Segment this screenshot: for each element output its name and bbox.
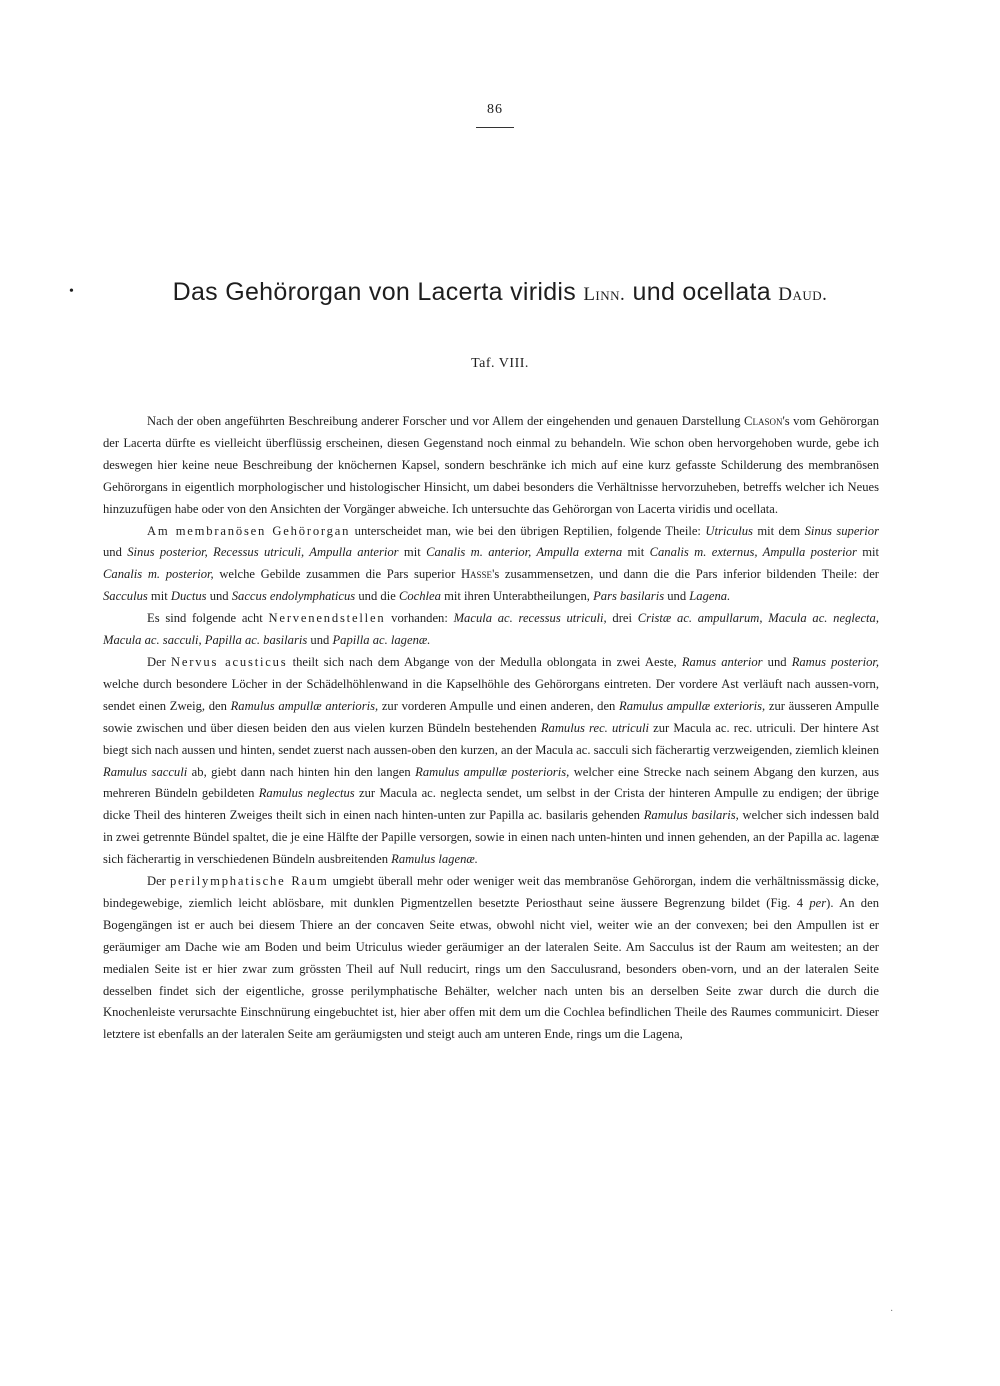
paragraph-2 (103, 521, 879, 609)
text: welcher eine Strecke nach seinem Abgang den kurzen, aus mehreren Bündeln gebildeten (103, 764, 879, 801)
text: und (206, 589, 232, 604)
paragraph-4 (103, 652, 879, 871)
plate-reference: Taf. VIII. (471, 356, 529, 371)
italic-term: Ramulus rec. utriculi (540, 720, 650, 735)
text: zur vorderen Ampulle und einen anderen, den (378, 698, 620, 713)
title-text-2: und ocellata (625, 278, 779, 306)
italic-term: per (809, 895, 827, 910)
text: mit (147, 589, 171, 604)
text: und (664, 589, 690, 604)
italic-term: Ramulus sacculi (103, 764, 188, 779)
text: mit dem (752, 523, 805, 538)
italic-term: Ramulus basilaris, (643, 808, 739, 823)
paragraph-1 (103, 411, 879, 521)
italic-term: Ramus posterior, (791, 654, 880, 669)
text: Es sind folgende acht (147, 611, 269, 626)
italic-term: Cristæ ac. ampullarum, Macula ac. neglecta, Macula ac. sacculi, Papilla ac. basilaris (103, 611, 879, 648)
spaced-term: Am membranösen Gehörorgan (147, 523, 351, 538)
italic-term: Ramulus neglectus (258, 786, 355, 801)
title-author-linnaeus: Linn. (583, 284, 626, 305)
text: und (103, 545, 128, 560)
paragraph-5 (103, 871, 879, 1046)
italic-term: Lagena. (689, 589, 731, 604)
italic-term: Cochlea (398, 589, 441, 604)
text: umgiebt überall mehr oder weniger weit das membranöse Gehörorgan, indem die verhältnissmässig dicke, bindegewebige, ziemlich leicht ablösbare, mit dunklen Pigmentzellen besetzte Periosthaut seine äussere Begrenzung bildet (Fig. 4 (103, 874, 880, 910)
spaced-term: perilymphatische Raum (169, 874, 329, 889)
italic-term: Canalis m. externus, Ampulla posterior (649, 545, 857, 560)
page-number: 86 (487, 102, 503, 117)
text: drei (606, 611, 638, 626)
italic-term: Sinus superior (804, 523, 880, 538)
text: Der (147, 654, 172, 669)
text: 's zusammensetzen, und dann die die Pars inferior bildenden Theile: der (492, 567, 879, 582)
spaced-term: Nervenendstellen (268, 611, 386, 626)
text: zur Macula ac. neglecta sendet, um selbst in der Crista der hinteren Ampulle zu endigen; der übrige dicke Theil des hinteren Zweiges theilt sich in einen nach hinten-unten zur Papilla ac. basilaris gehenden (103, 786, 879, 823)
spaced-term: Nervus acusticus (171, 654, 288, 669)
text: Der (147, 874, 170, 889)
italic-term: Sacculus (103, 589, 148, 604)
italic-term: Ductus (170, 589, 207, 604)
text: ab, giebt dann nach hinten hin den langen (187, 764, 416, 779)
paragraph-3 (103, 608, 879, 652)
italic-term: Ramulus ampullæ exterioris, (619, 698, 766, 713)
title-author-daudin: Daud. (778, 284, 828, 305)
text: welcher sich indessen bald in zwei getrennte Bündel spaltet, die je eine Hälfte der Papille versorgen, sowie in einen nach unten-hinten und innen gehenden, an der Papilla ac. lagenæ sich fächerartig in verschiedenen Bündeln ausbreitenden (103, 808, 879, 867)
italic-term: Canalis m. anterior, Ampulla externa (426, 545, 623, 560)
italic-term: Ramulus ampullæ posterioris, (415, 764, 570, 779)
article-title (0, 278, 1000, 307)
text: mit (622, 545, 650, 560)
text: welche durch besondere Löcher in der Schädelhöhlenwand in die Kapselhöhle des Gehörorgans eintreten. Der vordere Ast verläuft nach aussen-vorn, sendet einen Zweig, den (103, 676, 879, 713)
text: mit (856, 545, 879, 560)
italic-term: Ramulus ampullæ anterioris, (230, 698, 379, 713)
italic-term: Ramus anterior (681, 654, 763, 669)
text: Nach der oben angeführten Beschreibung anderer Forscher und vor Allem der eingehenden und genauen Darstellung (147, 414, 745, 428)
text: und (762, 654, 792, 669)
text: vorhanden: (385, 611, 454, 626)
author-name: Clason (744, 414, 783, 428)
italic-term: Utriculus (705, 523, 753, 538)
italic-term: Canalis m. posterior, (103, 567, 214, 582)
italic-term: Sinus posterior, Recessus utriculi, Ampulla anterior (127, 545, 399, 560)
author-name: Hasse (460, 567, 493, 582)
margin-dot: • (69, 284, 74, 299)
italic-term: Macula ac. recessus utriculi, (453, 611, 607, 626)
text: ). An den Bogengängen ist er auch bei diesem Thiere an der concaven Seite etwas, obwohl nicht viel, weiter wie an der convexen; bei den Ampullen ist er geräumiger am Dache wie am Boden und beim Utriculus wieder geräumiger an der lateralen Seite. Am Sacculus ist der Raum am weitesten; an der medialen Seite ist er hier zwar zum grössten Theil auf Null reducirt, rings um den Sacculusrand, besonders oben-vorn, und an der lateralen Seite desselben findet sich der eigentliche, grosse perilymphatische Behälter, welcher nach unten bis an derselben Seite zwar durch die durch die Knochenleiste verursachte Einschnürung eingebuchtet ist, hier aber offen mit dem um die Cochlea befindlichen Theile des Raumes communicirt. Dieser letztere ist ebenfalls an der lateralen Seite am geräumigsten und steigt auch am unteren Ende, rings um die Lagena, (103, 895, 879, 1042)
page-number-rule (476, 127, 514, 128)
text: und die (355, 589, 399, 604)
italic-term: Papilla ac. lagenæ. (332, 633, 431, 648)
text: welche Gebilde zusammen die Pars superior (213, 567, 461, 582)
text: theilt sich nach dem Abgange von der Medulla oblongata in zwei Aeste, (287, 654, 682, 669)
margin-dot-bottom: · (890, 1306, 894, 1317)
text: zur äusseren Ampulle sowie zwischen und über diesen beiden den aus vielen kurzen Bündeln bestehenden (103, 698, 880, 735)
text: 's vom Gehörorgan der Lacerta dürfte es vielleicht überflüssig erscheinen, diesen Gegenstand noch einmal zu behandeln. Wie schon oben hervorgehoben wurde, gebe ich deswegen hier keine neue Beschreibung der knöchernen Kapsel, sondern beschränke ich mich auf eine kurz gefasste Schilderung des membranösen Gehörorgans in eigentlich morphologischer und histologischer Hinsicht, um dabei besonders die Verhältnisse hervorzuheben, betreffs welcher ich Neues hinzuzufügen habe oder von den Ansichten der Vorgänger abweiche. Ich untersuchte das Gehörorgan von Lacerta viridis und ocellata. (103, 414, 879, 516)
text: und (307, 633, 333, 648)
italic-term: Saccus endolymphaticus (231, 589, 356, 604)
text: mit ihren Unterabtheilungen, (440, 589, 594, 604)
title-text-1: Das Gehörorgan von Lacerta viridis (172, 278, 584, 306)
text: unterscheidet man, wie bei den übrigen Reptilien, folgende Theile: (350, 523, 706, 538)
italic-term: Pars basilaris (593, 589, 665, 604)
text: mit (398, 545, 427, 560)
body-text (103, 411, 879, 1046)
text: zur Macula ac. rec. utriculi. Der hintere Ast biegt sich nach aussen und hinten, sendet zuerst nach aussen-oben den kurzen, an der Macula ac. sacculi sich fächerartig verzweigenden, ziemlich kleinen (103, 720, 879, 757)
italic-term: Ramulus lagenæ. (391, 852, 478, 867)
